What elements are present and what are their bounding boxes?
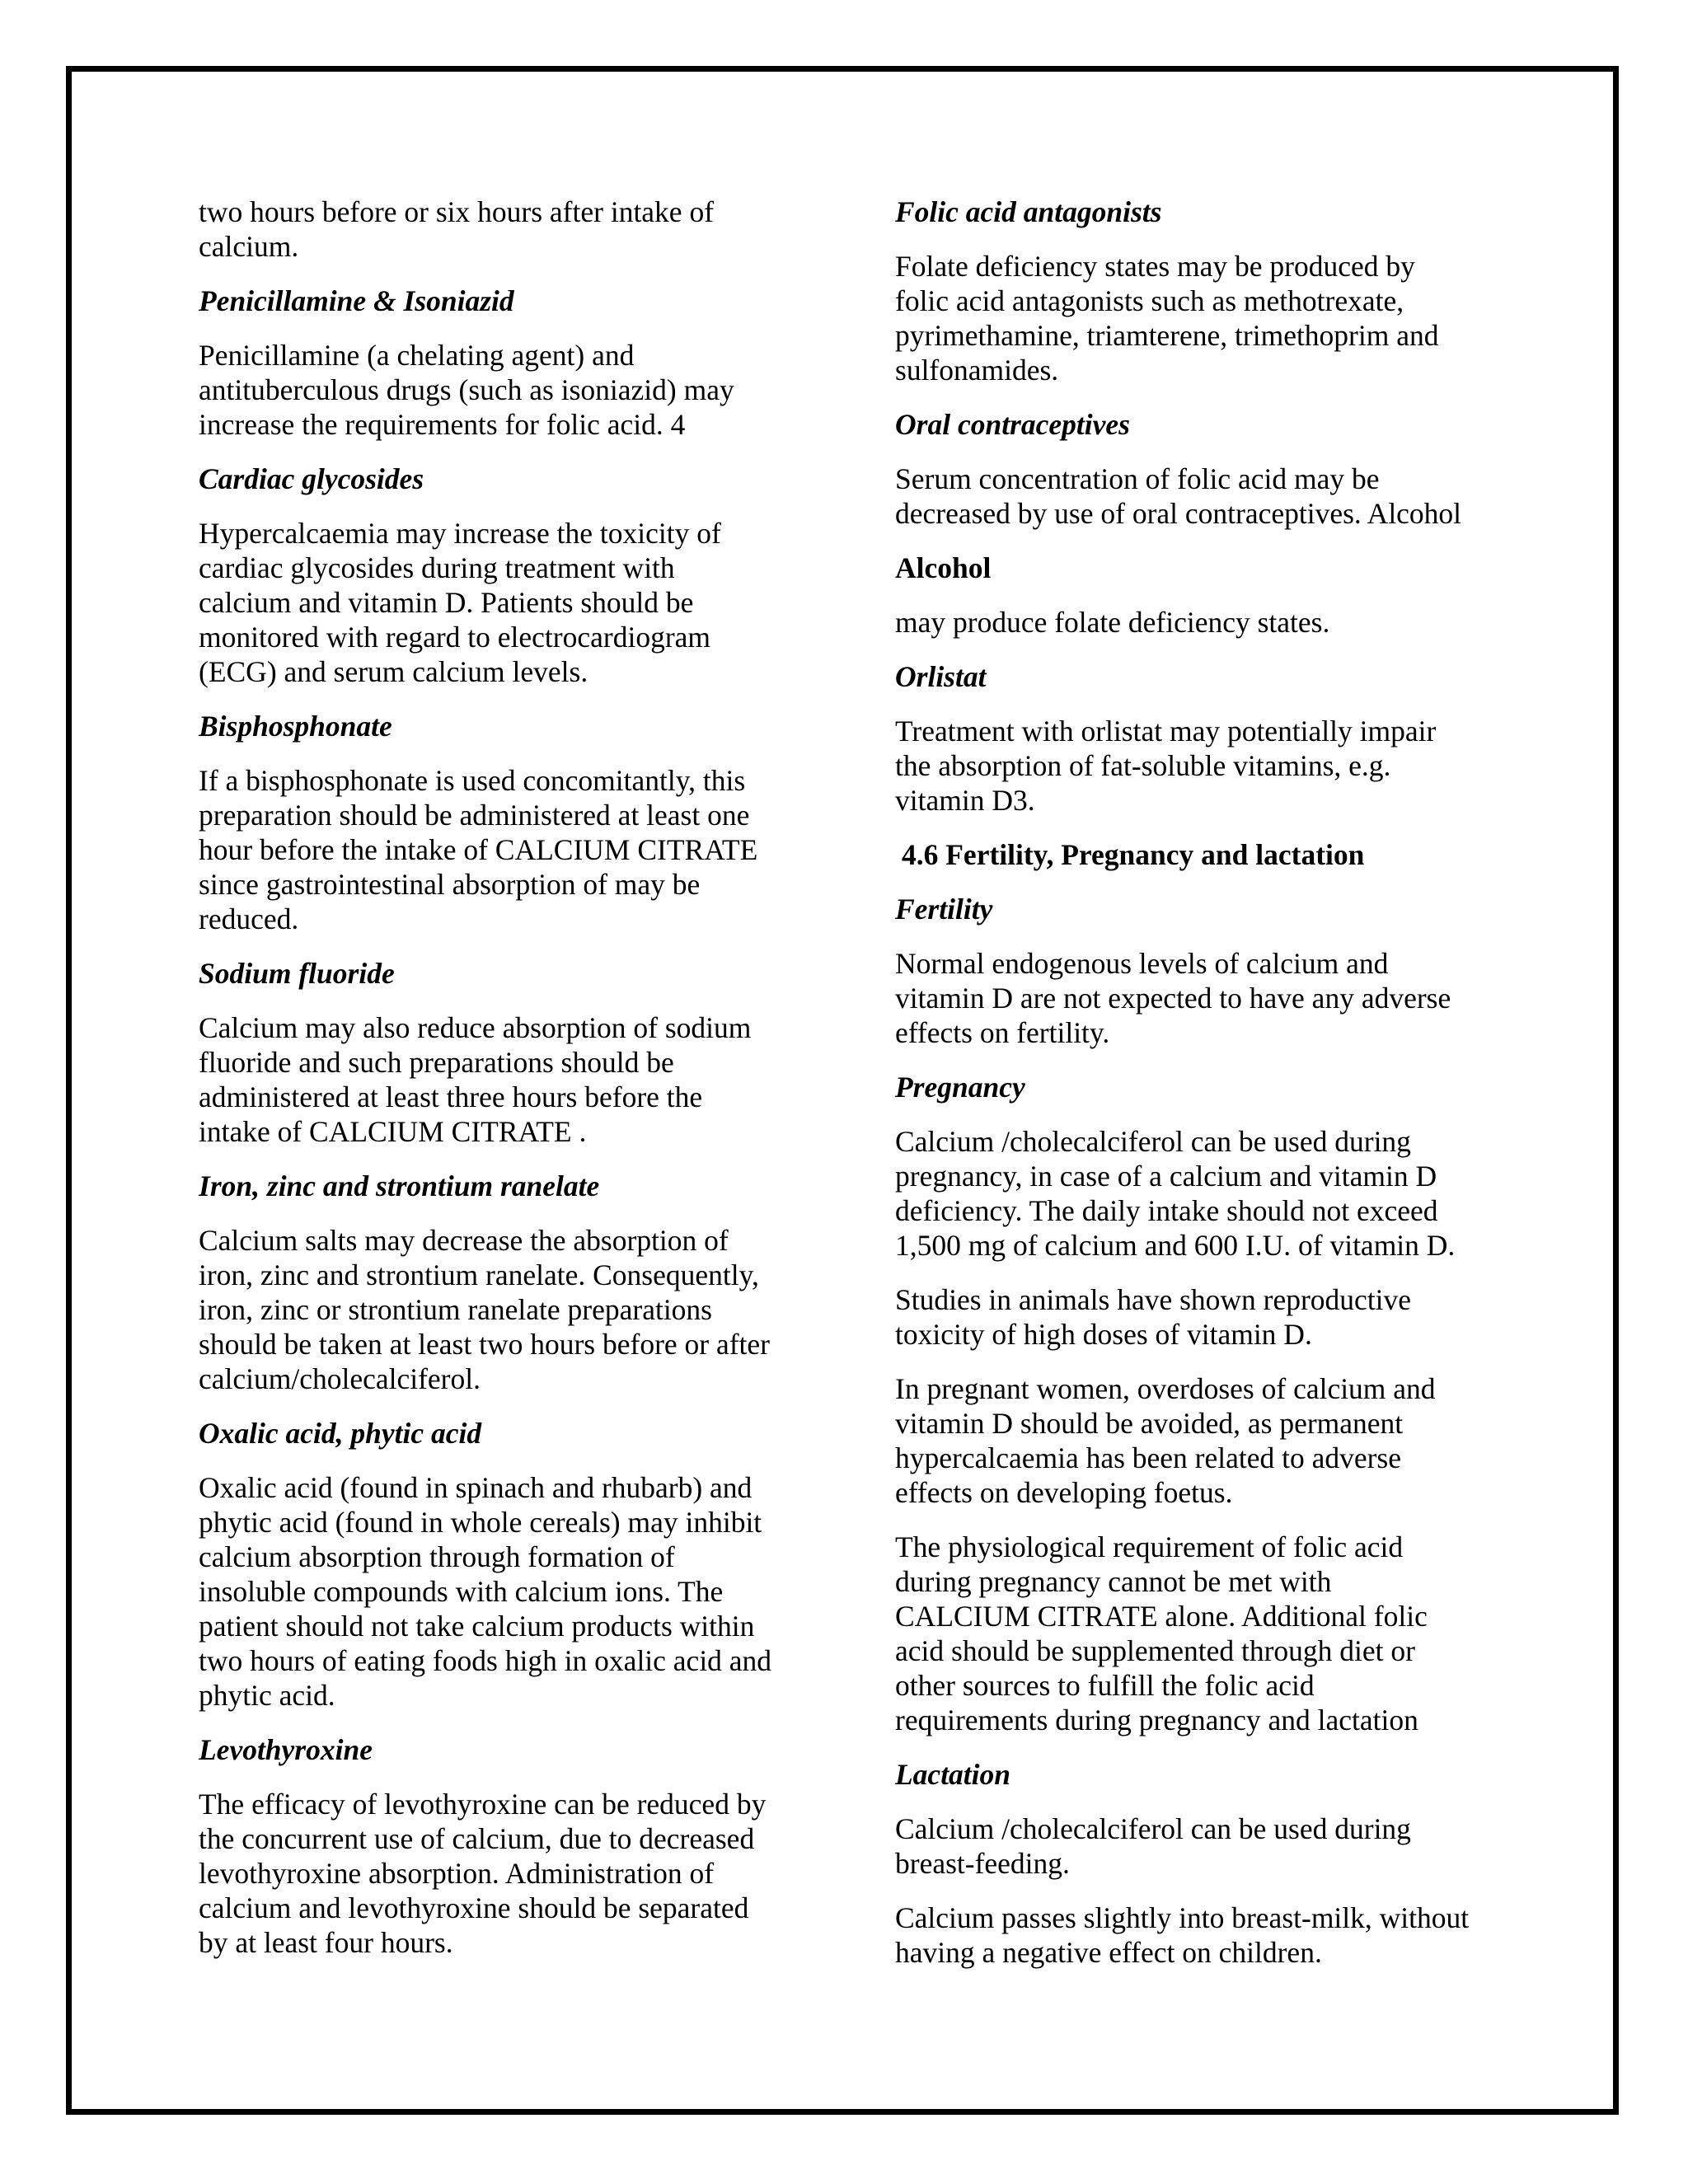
levothyroxine-heading: Levothyroxine xyxy=(199,1733,373,1766)
lactation-paragraph-2: Calcium passes slightly into breast-milk, without having a negative effect on children. xyxy=(895,1901,1470,1969)
cardiac-glycosides-heading: Cardiac glycosides xyxy=(199,462,424,495)
bisphosphonate-heading: Bisphosphonate xyxy=(199,710,392,743)
alcohol-paragraph: may produce folate deficiency states. xyxy=(895,606,1330,639)
orlistat-paragraph: Treatment with orlistat may potentially impair the absorption of fat-soluble vitamins, e.g. vitamin D3. xyxy=(895,715,1437,817)
iron-zinc-paragraph: Calcium salts may decrease the absorption of iron, zinc and strontium ranelate. Consequently, iron, zinc or strontium ranelate preparations should be taken at least two hours before or after calcium/cholecalciferol. xyxy=(199,1224,770,1395)
alcohol-heading: Alcohol xyxy=(895,551,992,584)
pregnancy-heading: Pregnancy xyxy=(895,1071,1025,1104)
fertility-paragraph: Normal endogenous levels of calcium and vitamin D are not expected to have any adverse effects on fertility. xyxy=(895,947,1451,1049)
pregnancy-paragraph-2: Studies in animals have shown reproductive toxicity of high doses of vitamin D. xyxy=(895,1283,1412,1351)
penicillamine-heading: Penicillamine & Isoniazid xyxy=(199,284,514,317)
sodium-fluoride-paragraph: Calcium may also reduce absorption of sodium fluoride and such preparations should be administered at least three hours before the intake of CALCIUM CITRATE . xyxy=(199,1011,752,1148)
oral-contraceptives-paragraph: Serum concentration of folic acid may be decreased by use of oral contraceptives. Alcohol xyxy=(895,462,1462,530)
oral-contraceptives-heading: Oral contraceptives xyxy=(895,408,1130,441)
bisphosphonate-paragraph: If a bisphosphonate is used concomitantly, this preparation should be administered at least one hour before the intake of CALCIUM CITRATE since gastrointestinal absorption of may be reduced. xyxy=(199,764,758,935)
pregnancy-paragraph-4: The physiological requirement of folic acid during pregnancy cannot be met with CALCIUM CITRATE alone. Additional folic acid should be supplemented through diet or other sources to fulfill the folic acid requirements during pregnancy and lactation xyxy=(895,1530,1428,1736)
iron-zinc-heading: Iron, zinc and strontium ranelate xyxy=(199,1169,600,1202)
intro-paragraph: two hours before or six hours after intake of calcium. xyxy=(199,195,715,263)
cardiac-glycosides-paragraph: Hypercalcaemia may increase the toxicity of cardiac glycosides during treatment with calcium and vitamin D. Patients should be monitored with regard to electrocardiogram (ECG) and serum calcium levels. xyxy=(199,517,721,688)
fertility-heading: Fertility xyxy=(895,893,993,926)
sodium-fluoride-heading: Sodium fluoride xyxy=(199,957,395,990)
penicillamine-paragraph: Penicillamine (a chelating agent) and antituberculous drugs (such as isoniazid) may increase the requirements for folic acid. 4 xyxy=(199,339,734,441)
pregnancy-paragraph-3: In pregnant women, overdoses of calcium and vitamin D should be avoided, as permanent hypercalcaemia has been related to adverse effects on developing foetus. xyxy=(895,1372,1436,1509)
left-column xyxy=(199,194,825,1980)
right-column xyxy=(895,194,1522,1990)
pregnancy-paragraph-1: Calcium /cholecalciferol can be used during pregnancy, in case of a calcium and vitamin D deficiency. The daily intake should not exceed 1,500 mg of calcium and 600 I.U. of vitamin D. xyxy=(895,1125,1456,1262)
levothyroxine-paragraph: The efficacy of levothyroxine can be reduced by the concurrent use of calcium, due to decreased levothyroxine absorption. Administration of calcium and levothyroxine should be separated by at least four hours. xyxy=(199,1788,767,1959)
section-4-6-heading: 4.6 Fertility, Pregnancy and lactation xyxy=(902,838,1365,871)
orlistat-heading: Orlistat xyxy=(895,660,987,693)
folic-acid-antagonists-heading: Folic acid antagonists xyxy=(895,195,1162,228)
folic-acid-antagonists-paragraph: Folate deficiency states may be produced by folic acid antagonists such as methotrexate, pyrimethamine, triamterene, trimethoprim and sulfonamides. xyxy=(895,250,1439,387)
oxalic-acid-heading: Oxalic acid, phytic acid xyxy=(199,1417,482,1450)
lactation-paragraph-1: Calcium /cholecalciferol can be used during breast-feeding. xyxy=(895,1812,1411,1880)
lactation-heading: Lactation xyxy=(895,1758,1011,1791)
oxalic-acid-paragraph: Oxalic acid (found in spinach and rhubarb) and phytic acid (found in whole cereals) may inhibit calcium absorption through formation of insoluble compounds with calcium ions. The patient should not take calcium products within two hours of eating foods high in oxalic acid and phytic acid. xyxy=(199,1471,772,1712)
